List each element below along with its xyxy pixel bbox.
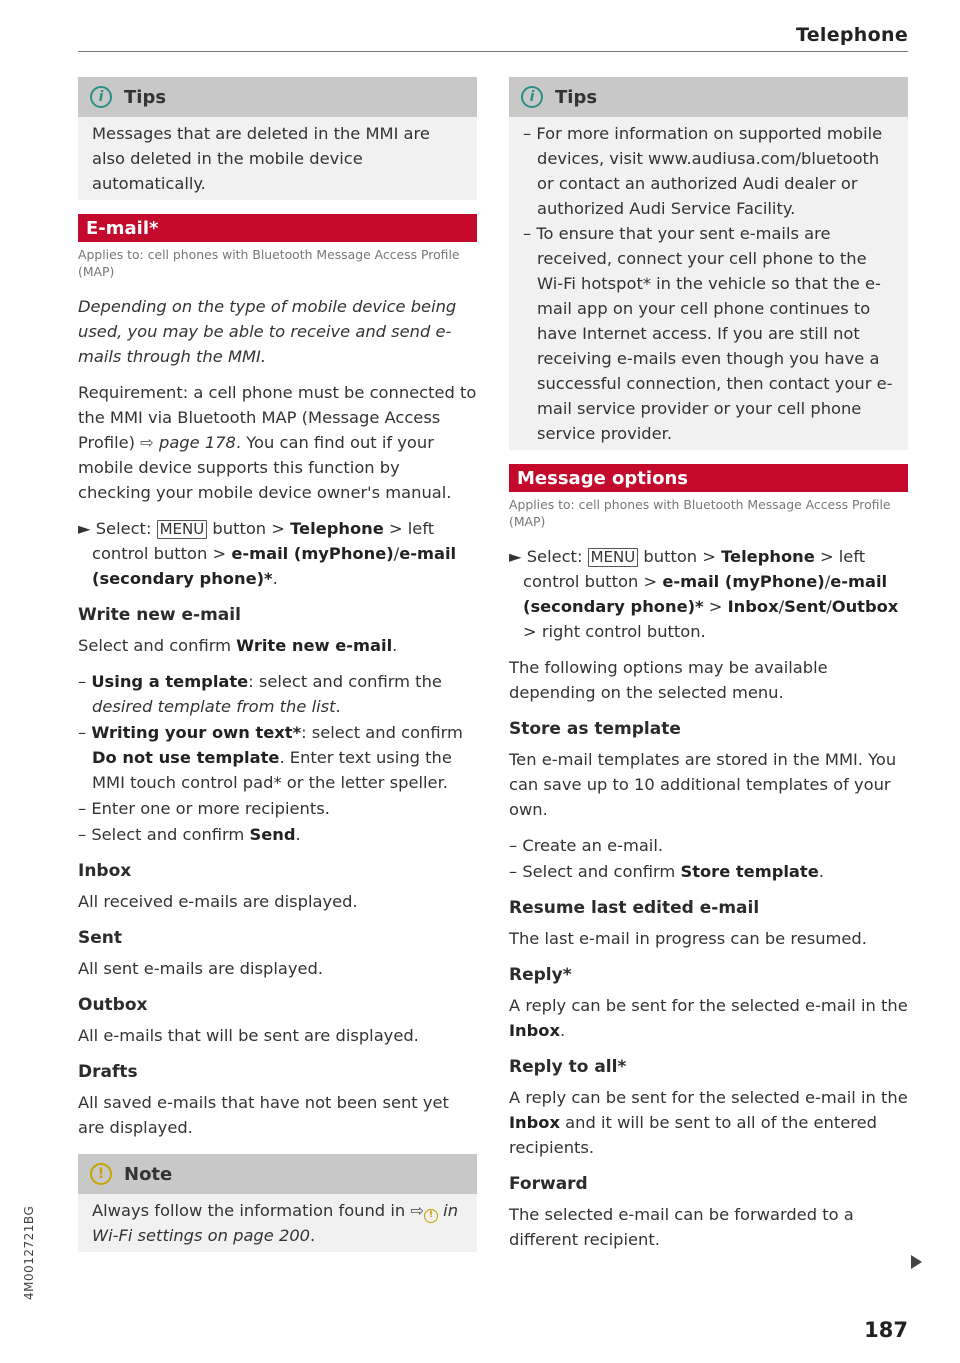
resume-text: The last e-mail in progress can be resumed. [509, 929, 867, 948]
outbox-text: All e-mails that will be sent are displayed. [78, 1026, 419, 1045]
list-item: – Writing your own text*: select and confirm Do not use template. Enter text using the MMI touch control pad* or the letter speller. [78, 723, 463, 792]
step-sent: Sent [784, 597, 827, 616]
item-text: Select and confirm [91, 825, 250, 844]
note-text [92, 1198, 463, 1248]
section-message-options-title: Message options [509, 464, 908, 492]
req-text: Requirement: a cell phone must be connected to the MMI via Bluetooth MAP (Message Access Profile) [78, 383, 477, 452]
section-email-title: E-mail* [78, 214, 477, 242]
document-code: 4M0012721BG [22, 1205, 36, 1300]
list-item: – Enter one or more recipients. [78, 799, 330, 818]
left-column [78, 77, 477, 1266]
list-item: – Create an e-mail. [509, 836, 664, 855]
reply-all-text-b: Inbox [509, 1113, 560, 1132]
step-text: Select: [526, 547, 588, 566]
step-email2: e-mail (secondary phone)* [92, 544, 457, 588]
item-end: . [818, 862, 824, 881]
right-column [509, 77, 908, 1263]
step-marker-icon: ► [78, 519, 91, 538]
drafts-text: All saved e-mails that have not been sent yet are displayed. [78, 1093, 449, 1137]
heading-reply-all: Reply to all* [509, 1057, 627, 1077]
note-title: Note [124, 1163, 173, 1185]
note-link[interactable]: in Wi-Fi settings on page 200 [92, 1201, 459, 1245]
step-telephone: Telephone [721, 547, 815, 566]
item-text: : select and confirm the [248, 672, 442, 691]
step-email: e-mail (myPhone) [662, 572, 825, 591]
select-step [78, 516, 477, 591]
reply-text-b: Inbox [509, 1021, 560, 1040]
write-text-c: . [392, 636, 398, 655]
write-text-b: Write new e-mail [236, 636, 393, 655]
heading-inbox: Inbox [78, 861, 132, 881]
header-divider [78, 51, 908, 52]
note-box [78, 1154, 477, 1252]
step-email: e-mail (myPhone) [231, 544, 394, 563]
item-text: Enter one or more recipients. [91, 799, 330, 818]
note-body [78, 1194, 477, 1252]
applies-to: Applies to: cell phones with Bluetooth Message Access Profile (MAP) [78, 247, 460, 279]
item-text: For more information on supported mobile devices, visit www.audiusa.com/bluetooth or contact an authorized Audi dealer or authorized Audi Service Facility. [536, 124, 883, 218]
heading-store-template: Store as template [509, 719, 681, 739]
arrow-icon: ⇨ [410, 1201, 424, 1220]
tips-title: Tips [124, 86, 167, 108]
tips-body [78, 117, 477, 200]
item-text: Select and confirm [522, 862, 681, 881]
step-slash: / [824, 572, 831, 591]
applies-to: Applies to: cell phones with Bluetooth Message Access Profile (MAP) [509, 497, 891, 529]
chapter-title: Telephone [795, 24, 908, 46]
step-email2: e-mail (secondary phone)* [523, 572, 888, 616]
heading-forward: Forward [509, 1174, 588, 1194]
step-text: button > [638, 547, 722, 566]
tips-box-header [509, 77, 908, 117]
forward-text: The selected e-mail can be forwarded to a different recipient. [509, 1205, 854, 1249]
item-text: To ensure that your sent e-mails are received, connect your cell phone to the Wi-Fi hotspot* in the vehicle so that the e-mail app on your cell phone continues to have Internet access. If you are still not receiving e-mails even though you have a successful connection, then contact your e-mail service provider or your cell phone service provider. [536, 224, 893, 443]
step-marker-icon: ► [509, 547, 522, 566]
store-text: Ten e-mail templates are stored in the MMI. You can save up to 10 additional templates of your own. [509, 750, 897, 819]
reply-text-a: A reply can be sent for the selected e-mail in the [509, 996, 908, 1015]
step-slash: / [393, 544, 400, 563]
item-bold: Do not use template [92, 748, 280, 767]
note-box-header [78, 1154, 477, 1194]
step-outbox: Outbox [831, 597, 899, 616]
reply-all-text-c: and it will be sent to all of the entered recipients. [509, 1113, 877, 1157]
item-end: . [335, 697, 341, 716]
inbox-text: All received e-mails are displayed. [78, 892, 358, 911]
item-text: Create an e-mail. [522, 836, 664, 855]
note-inline-icon: ! [424, 1209, 438, 1223]
select-step [509, 544, 908, 644]
following-text: The following options may be available depending on the selected menu. [509, 658, 828, 702]
tips-box-header [78, 77, 477, 117]
page-number: 187 [864, 1318, 908, 1342]
item-bold: Send [249, 825, 296, 844]
step-end: > right control button. [523, 622, 706, 641]
tips-box [78, 77, 477, 200]
tips-text: Messages that are deleted in the MMI are also deleted in the mobile device automatically. [92, 124, 430, 193]
sent-text: All sent e-mails are displayed. [78, 959, 324, 978]
step-text: button > [207, 519, 291, 538]
info-icon: i [90, 86, 112, 108]
tips-body [509, 117, 908, 450]
email-intro: Depending on the type of mobile device being used, you may be able to receive and send e-mails through the MMI. [78, 297, 457, 366]
step-text: > left control button > [92, 519, 435, 563]
reply-text-c: . [560, 1021, 566, 1040]
reply-all-text-a: A reply can be sent for the selected e-mail in the [509, 1088, 908, 1107]
step-end: . [272, 569, 278, 588]
write-text [78, 633, 477, 658]
note-end: . [310, 1226, 316, 1245]
menu-key: MENU [588, 548, 639, 567]
write-text-a: Select and confirm [78, 636, 237, 655]
step-text: > left control button > [523, 547, 866, 591]
email-requirement [78, 380, 477, 505]
heading-drafts: Drafts [78, 1062, 138, 1082]
step-text: Select: [95, 519, 157, 538]
item-italic: desired template from the list [92, 697, 336, 716]
heading-sent: Sent [78, 928, 123, 948]
step-slash: / [826, 597, 832, 616]
item-end: . Enter text using the MMI touch control pad* or the letter speller. [92, 748, 452, 792]
step-telephone: Telephone [290, 519, 384, 538]
req-text-end: . You can find out if your mobile device supports this function by checking your mobile device owner's manual. [78, 433, 452, 502]
reply-text [509, 993, 908, 1043]
reply-all-text [509, 1085, 908, 1160]
tips-box-right [509, 77, 908, 450]
tips-title: Tips [555, 86, 598, 108]
list-item: – For more information on supported mobile devices, visit www.audiusa.com/bluetooth or contact an authorized Audi dealer or authorized Audi Service Facility. [523, 124, 883, 218]
page-link[interactable]: page 178 [159, 433, 236, 452]
note-text-a: Always follow the information found in [92, 1201, 411, 1220]
menu-key: MENU [157, 520, 208, 539]
heading-outbox: Outbox [78, 995, 148, 1015]
list-item: – To ensure that your sent e-mails are received, connect your cell phone to the Wi-Fi hotspot* in the vehicle so that the e-mail app on your cell phone continues to have Internet access. If you are still not receiving e-mails even though you have a successful connection, then contact your e-mail service provider or your cell phone service provider. [523, 224, 893, 443]
list-item: – Select and confirm Send. [78, 825, 301, 844]
note-warning-icon: ! [90, 1163, 112, 1185]
list-item: – Select and confirm Store template. [509, 862, 824, 881]
heading-reply: Reply* [509, 965, 572, 985]
item-label: Using a template [91, 672, 249, 691]
arrow-icon: ⇨ [140, 433, 154, 452]
heading-write-new: Write new e-mail [78, 605, 241, 625]
item-label: Writing your own text* [91, 723, 302, 742]
step-text: > [703, 597, 728, 616]
item-end: . [295, 825, 301, 844]
step-inbox: Inbox [727, 597, 779, 616]
list-item: – Using a template: select and confirm the desired template from the list. [78, 672, 442, 716]
next-page-arrow-icon [911, 1255, 922, 1269]
item-bold: Store template [680, 862, 819, 881]
heading-resume: Resume last edited e-mail [509, 898, 760, 918]
step-slash: / [778, 597, 785, 616]
info-icon: i [521, 86, 543, 108]
item-text: : select and confirm [301, 723, 463, 742]
